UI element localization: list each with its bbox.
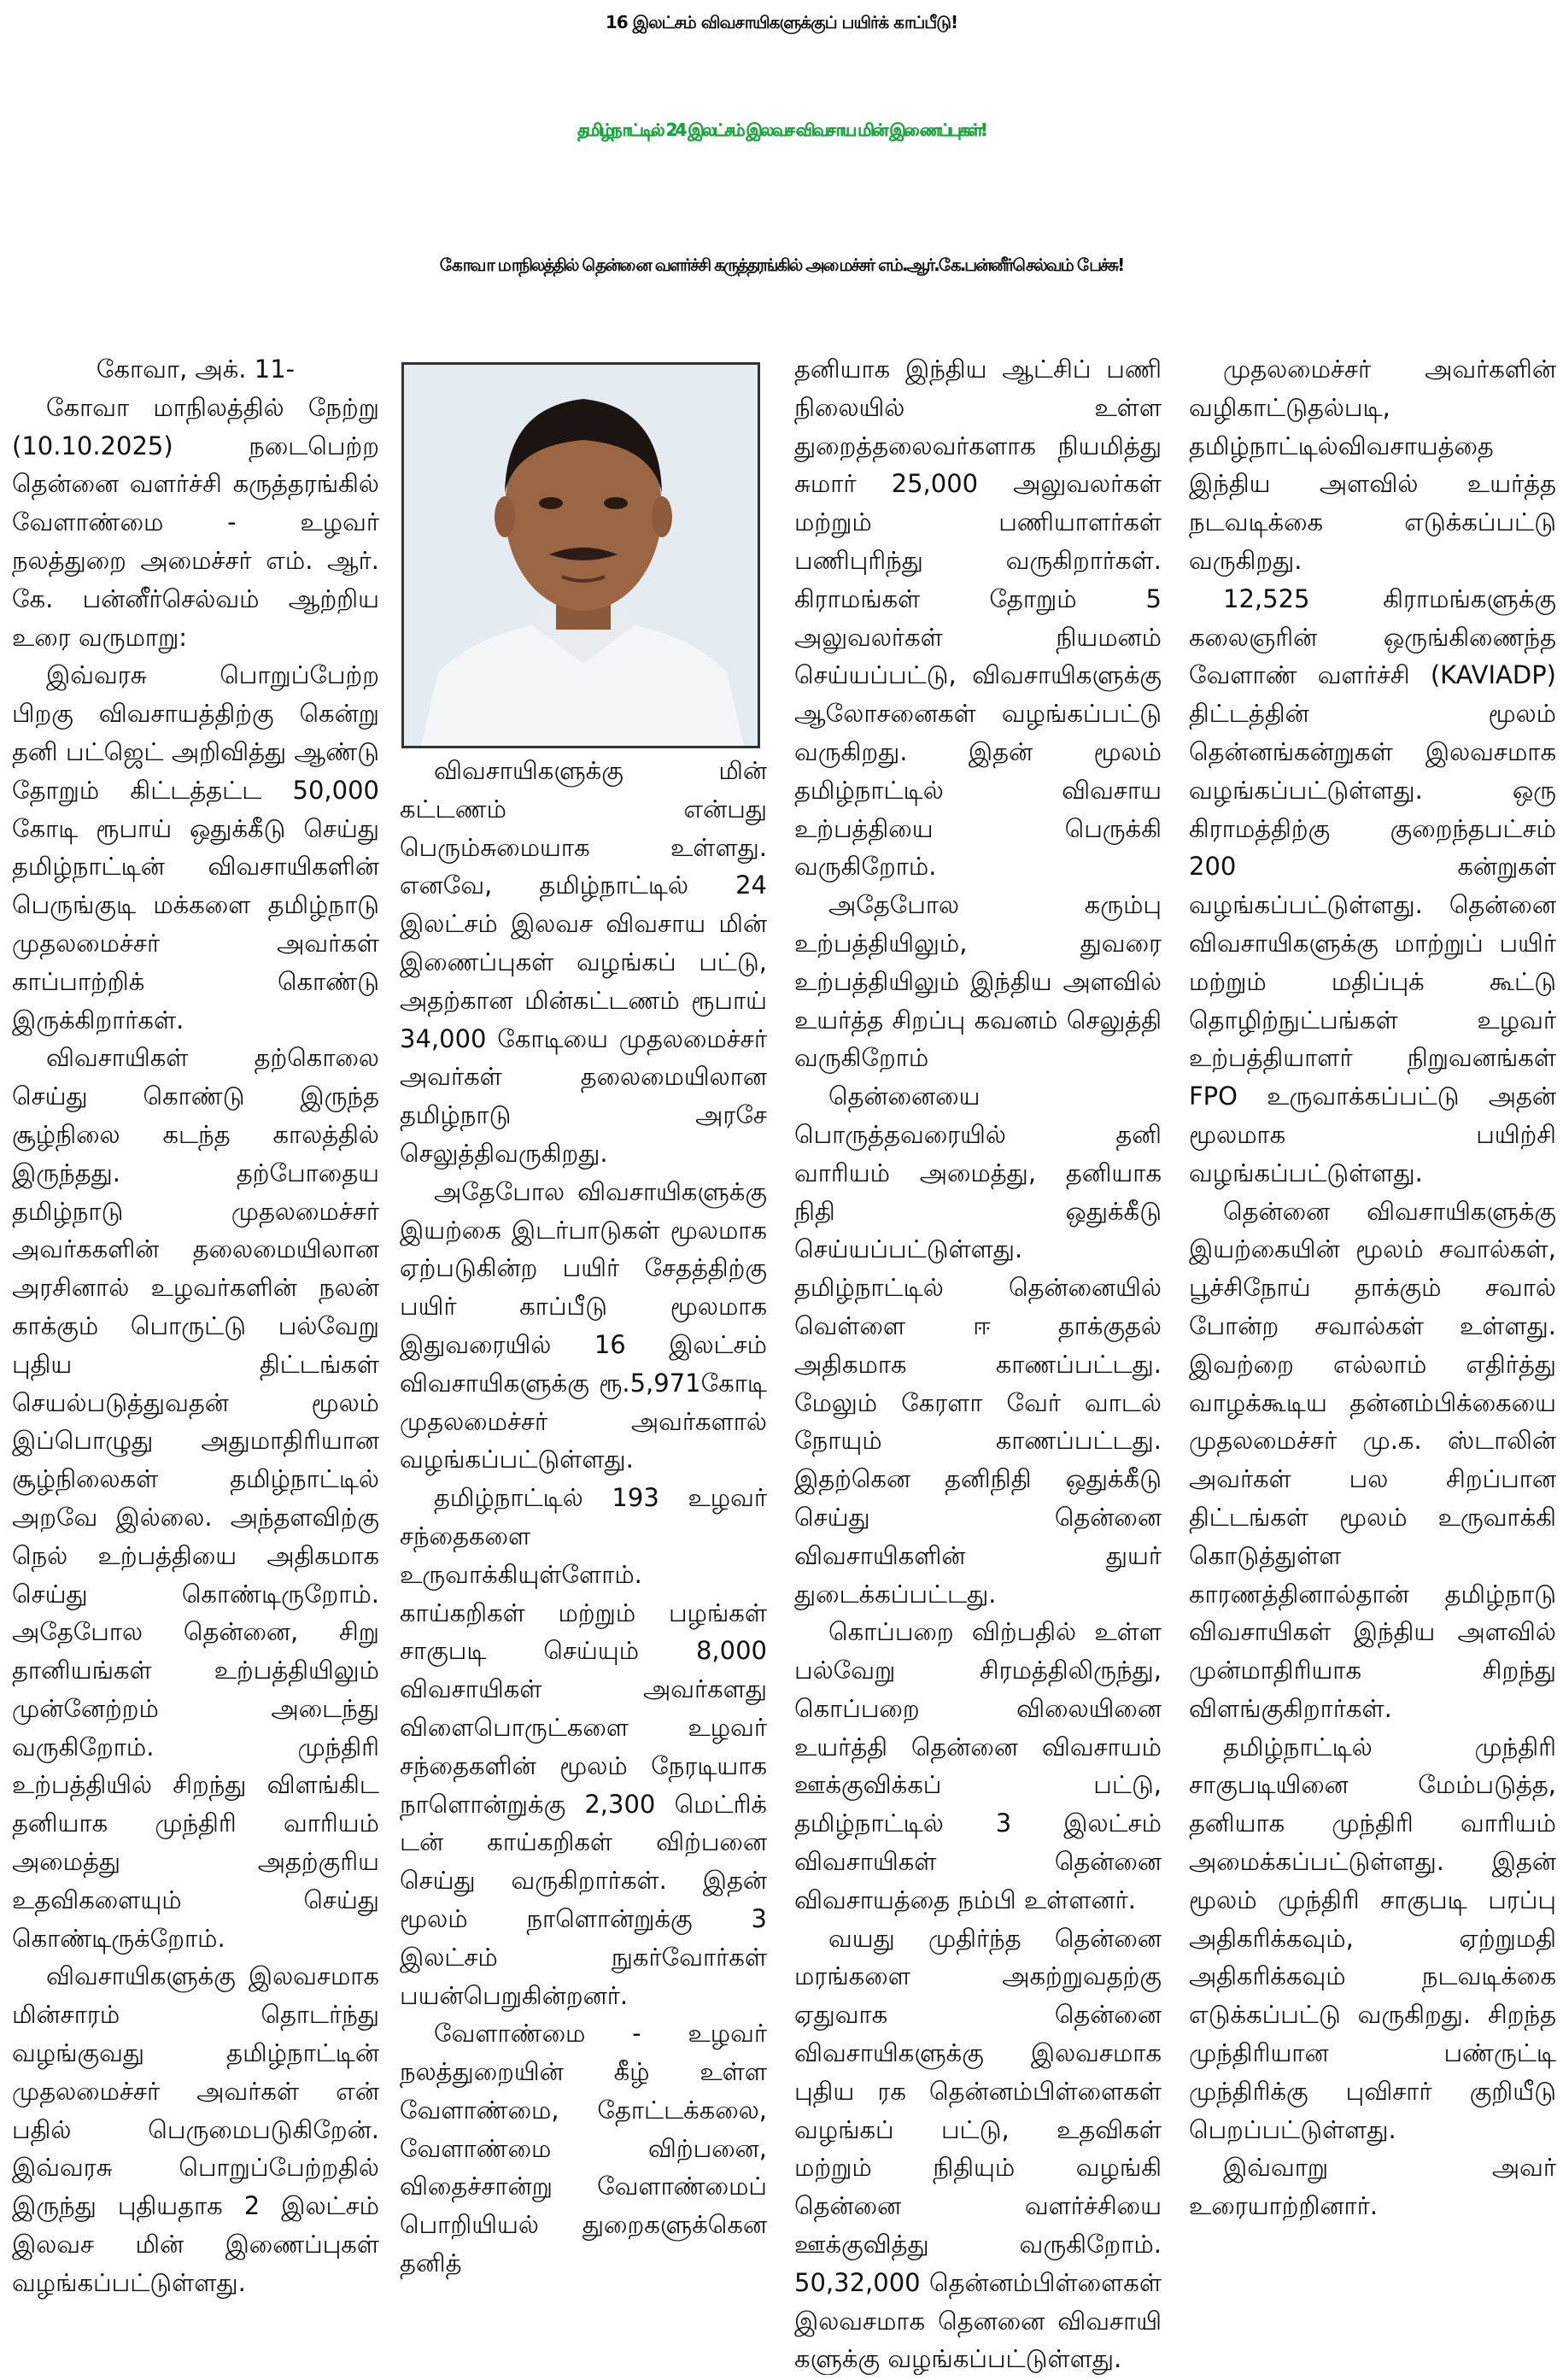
- minister-photo: [401, 362, 760, 748]
- article-column-4: [1189, 350, 1556, 2375]
- paragraph: தமிழ்நாட்டில் 193 உழவர் சந்தைகளை உருவாக்கியுள்ளோம். காய்கறிகள் மற்றும் பழங்கள் சாகுபடி செய்யும் 8,000 விவசாயிகள் அவர்களது விளைபொருட்களை உழவர் சந்தைகளின் மூலம் நேரடியாக நாளொன்றுக்கு 2,300 மெட்ரிக் டன் காய்கறிகள் விற்பனை செய்து வருகிறார்கள். இதன் மூலம் நாளொன்றுக்கு 3 இலட்சம் நுகர்வோர்கள் பயன்பெறுகின்றனர்.: [400, 1483, 767, 2010]
- headline-main: தமிழ்நாட்டில் 24 இலட்சம் இலவச விவசாய மின் இணைப்புகள்!: [577, 120, 986, 140]
- paragraph: தென்னையை பொருத்தவரையில் தனி வாரியம் அமைத்து, தனியாக நிதி ஒதுக்கீடு செய்யப்பட்டுள்ளது. தமிழ்நாட்டில் தென்னையில் வெள்ளை ஈ தாக்குதல் அதிகமாக காணப்பட்டது. மேலும் கேரளா வேர் வாடல் நோயும் காணப்பட்டது. இதற்கென தனிநிதி ஒதுக்கீடு செய்து தென்னை விவசாயிகளின் துயர் துடைக்கப்பட்டது.: [794, 1082, 1162, 1609]
- paragraph: வேளாண்மை - உழவர் நலத்துறையின் கீழ் உள்ள வேளாண்மை, தோட்டக்கலை, வேளாண்மை விற்பனை, விதைச்சான்று வேளாண்மைப் பொறியியல் துறைகளுக்கென தனித்: [400, 2019, 767, 2278]
- paragraph: அதேபோல விவசாயிகளுக்கு இயற்கை இடர்பாடுகள் மூலமாக ஏற்படுகின்ற பயிர் சேதத்திற்கு பயிர் காப்பீடு மூலமாக இதுவரையில் 16 இலட்சம் விவசாயிகளுக்கு ரூ.5,971கோடி முதலமைச்சர் அவர்களால் வழங்கப்பட்டுள்ளது.: [400, 1176, 767, 1474]
- headline-sub: கோவா மாநிலத்தில் தென்னை வளர்ச்சி கருத்தரங்கில் அமைச்சர் எம்.ஆர்.கே.பன்னீர்செல்வம் பேச்சு!: [439, 255, 1124, 275]
- article-column-3: [794, 350, 1162, 2375]
- headline-top: 16 இலட்சம் விவசாயிகளுக்குப் பயிர்க் காப்பீடு!: [605, 12, 958, 32]
- paragraph: விவசாயிகளுக்கு மின் கட்டணம் என்பது பெரும்சுமையாக உள்ளது. எனவே, தமிழ்நாட்டில் 24 இலட்சம் இலவச விவசாய மின் இணைப்புகள் வழங்கப் பட்டு, அதற்கான மின்கட்டணம் ரூபாய் 34,000 கோடியை முதலமைச்சர் அவர்கள் தலைமையிலான தமிழ்நாடு அரசே செலுத்திவருகிறது.: [400, 756, 767, 1168]
- paragraph: தென்னை விவசாயிகளுக்கு இயற்கையின் மூலம் சவால்கள், பூச்சிநோய் தாக்கும் சவால் போன்ற சவால்கள் உள்ளது. இவற்றை எல்லாம் எதிர்த்து வாழக்கூடிய தன்னம்பிக்கையை முதலமைச்சர் மு.க. ஸ்டாலின் அவர்கள் பல சிறப்பான திட்டங்கள் மூலம் உருவாக்கி கொடுத்துள்ள காரணத்தினால்தான் தமிழ்நாடு விவசாயிகள் இந்திய அளவில் முன்மாதிரியாக சிறந்து விளங்குகிறார்கள்.: [1189, 1196, 1556, 1723]
- paragraph: விவசாயிகளுக்கு இலவசமாக மின்சாரம் தொடர்ந்து வழங்குவது தமிழ்நாட்டின் முதலமைச்சர் அவர்கள் என் பதில் பெருமைபடுகிறேன். இவ்வரசு பொறுப்பேற்றதில் இருந்து புதியதாக 2 இலட்சம் இலவச மின் இணைப்புகள் வழங்கப்பட்டுள்ளது.: [12, 1961, 379, 2297]
- article-column-1: [12, 350, 379, 2375]
- paragraph: கொப்பறை விற்பதில் உள்ள பல்வேறு சிரமத்திலிருந்து, கொப்பறை விலையினை உயர்த்தி தென்னை விவசாயம் ஊக்குவிக்கப் பட்டு, தமிழ்நாட்டில் 3 இலட்சம் விவசாயிகள் தென்னை விவசாயத்தை நம்பி உள்ளனர்.: [794, 1617, 1162, 1914]
- paragraph: தமிழ்நாட்டில் முந்திரி சாகுபடியினை மேம்படுத்த, தனியாக முந்திரி வாரியம் அமைக்கப்பட்டுள்ளது. இதன் மூலம் முந்திரி சாகுபடி பரப்பு அதிகரிக்கவும், ஏற்றுமதி அதிகரிக்கவும் நடவடிக்கை எடுக்கப்பட்டு வருகிறது. சிறந்த முந்திரியான பண்ருட்டி முந்திரிக்கு புவிசார் குறியீடு பெறப்பட்டுள்ளது.: [1189, 1732, 1556, 2144]
- paragraph: விவசாயிகள் தற்கொலை செய்து கொண்டு இருந்த சூழ்நிலை கடந்த காலத்தில் இருந்தது. தற்போதைய தமிழ்நாடு முதலமைச்சர் அவர்ககளின் தலைமையிலான அரசினால் உழவர்களின் நலன் காக்கும் பொருட்டு பல்வேறு புதிய திட்டங்கள் செயல்படுத்துவதன் மூலம் இப்பொழுது அதுமாதிரியான சூழ்நிலைகள் தமிழ்நாட்டில் அறவே இல்லை. அந்தளவிற்கு நெல் உற்பத்தியை அதிகமாக செய்து கொண்டிருறோம். அதேபோல தென்னை, சிறு தானியங்கள் உற்பத்தியிலும் முன்னேற்றம் அடைந்து வருகிறோம். முந்திரி உற்பத்தியில் சிறந்து விளங்கிட தனியாக முந்திரி வாரியம் அமைத்து அதற்குரிய உதவிகளையும் செய்து கொண்டிருக்றோம்.: [12, 1043, 379, 1953]
- paragraph: தனியாக இந்திய ஆட்சிப் பணி நிலையில் உள்ள துறைத்தலைவர்களாக நியமித்து சுமார் 25,000 அலுவலர்கள் மற்றும் பணியாளர்கள் பணிபுரிந்து வருகிறார்கள். கிராமங்கள் தோறும் 5 அலுவலர்கள் நியமனம் செய்யப்பட்டு, விவசாயிகளுக்கு ஆலோசனைகள் வழங்கப்பட்டு வருகிறது. இதன் மூலம் தமிழ்நாட்டில் விவசாய உற்பத்தியை பெருக்கி வருகிறோம்.: [794, 355, 1162, 882]
- article-column-2: [400, 752, 767, 2375]
- paragraph: இவ்வரசு பொறுப்பேற்ற பிறகு விவசாயத்திற்கு கென்று தனி பட்ஜெட் அறிவித்து ஆண்டு தோறும் கிட்டத்தட்ட 50,000 கோடி ரூபாய் ஒதுக்கீடு செய்து தமிழ்நாட்டின் விவசாயிகளின் பெருங்குடி மக்களை தமிழ்நாடு முதலமைச்சர் அவர்கள் காப்பாற்றிக் கொண்டு இருக்கிறார்கள்.: [12, 660, 379, 1035]
- paragraph: 12,525 கிராமங்களுக்கு கலைஞரின் ஒருங்கிணைந்த வேளாண் வளர்ச்சி (KAVIADP) திட்டத்தின் மூலம் தென்னங்கன்றுகள் இலவசமாக வழங்கப்பட்டுள்ளது. ஒரு கிராமத்திற்கு குறைந்தபட்சம் 200 கன்றுகள் வழங்கப்பட்டுள்ளது. தென்னை விவசாயிகளுக்கு மாற்றுப் பயிர் மற்றும் மதிப்புக் கூட்டு தொழிற்நுட்பங்கள் உழவர் உற்பத்தியாளர் நிறுவனங்கள் FPO உருவாக்கப்பட்டு அதன் மூலமாக பயிற்சி வழங்கப்பட்டுள்ளது.: [1189, 583, 1556, 1187]
- dateline: கோவா, அக். 11-: [96, 355, 296, 384]
- paragraph: இவ்வாறு அவர் உரையாற்றினார்.: [1189, 2153, 1556, 2221]
- paragraph: அதேபோல கரும்பு உற்பத்தியிலும், துவரை உற்பத்தியிலும் இந்திய அளவில் உயர்த்த சிறப்பு கவனம் செலுத்தி வருகிறோம்: [794, 890, 1162, 1073]
- minister-portrait-illustration: [404, 365, 758, 746]
- paragraph: வயது முதிர்ந்த தென்னை மரங்களை அகற்றுவதற்கு ஏதுவாக தென்னை விவசாயிகளுக்கு இலவசமாக புதிய ரக தென்னம்பிள்ளைகள் வழங்கப் பட்டு, உதவிகள் மற்றும் நிதியும் வழங்கி தென்னை வளர்ச்சியை ஊக்குவித்து வருகிறோம். 50,32,000 தென்னம்பிள்ளைகள் இலவசமாக தெனனை விவசாயி களுக்கு வழங்கப்பட்டுள்ளது.: [794, 1923, 1162, 2374]
- paragraph: கோவா மாநிலத்தில் நேற்று (10.10.2025) நடைபெற்ற தென்னை வளர்ச்சி கருத்தரங்கில் வேளாண்மை - உழவர் நலத்துறை அமைச்சர் எம். ஆர். கே. பன்னீர்செல்வம் ஆற்றிய உரை வருமாறு:: [12, 392, 379, 652]
- paragraph: முதலமைச்சர் அவர்களின் வழிகாட்டுதல்படி, தமிழ்நாட்டில்விவசாயத்தை இந்திய அளவில் உயர்த்த நடவடிக்கை எடுக்கப்பட்டு வருகிறது.: [1189, 355, 1556, 575]
